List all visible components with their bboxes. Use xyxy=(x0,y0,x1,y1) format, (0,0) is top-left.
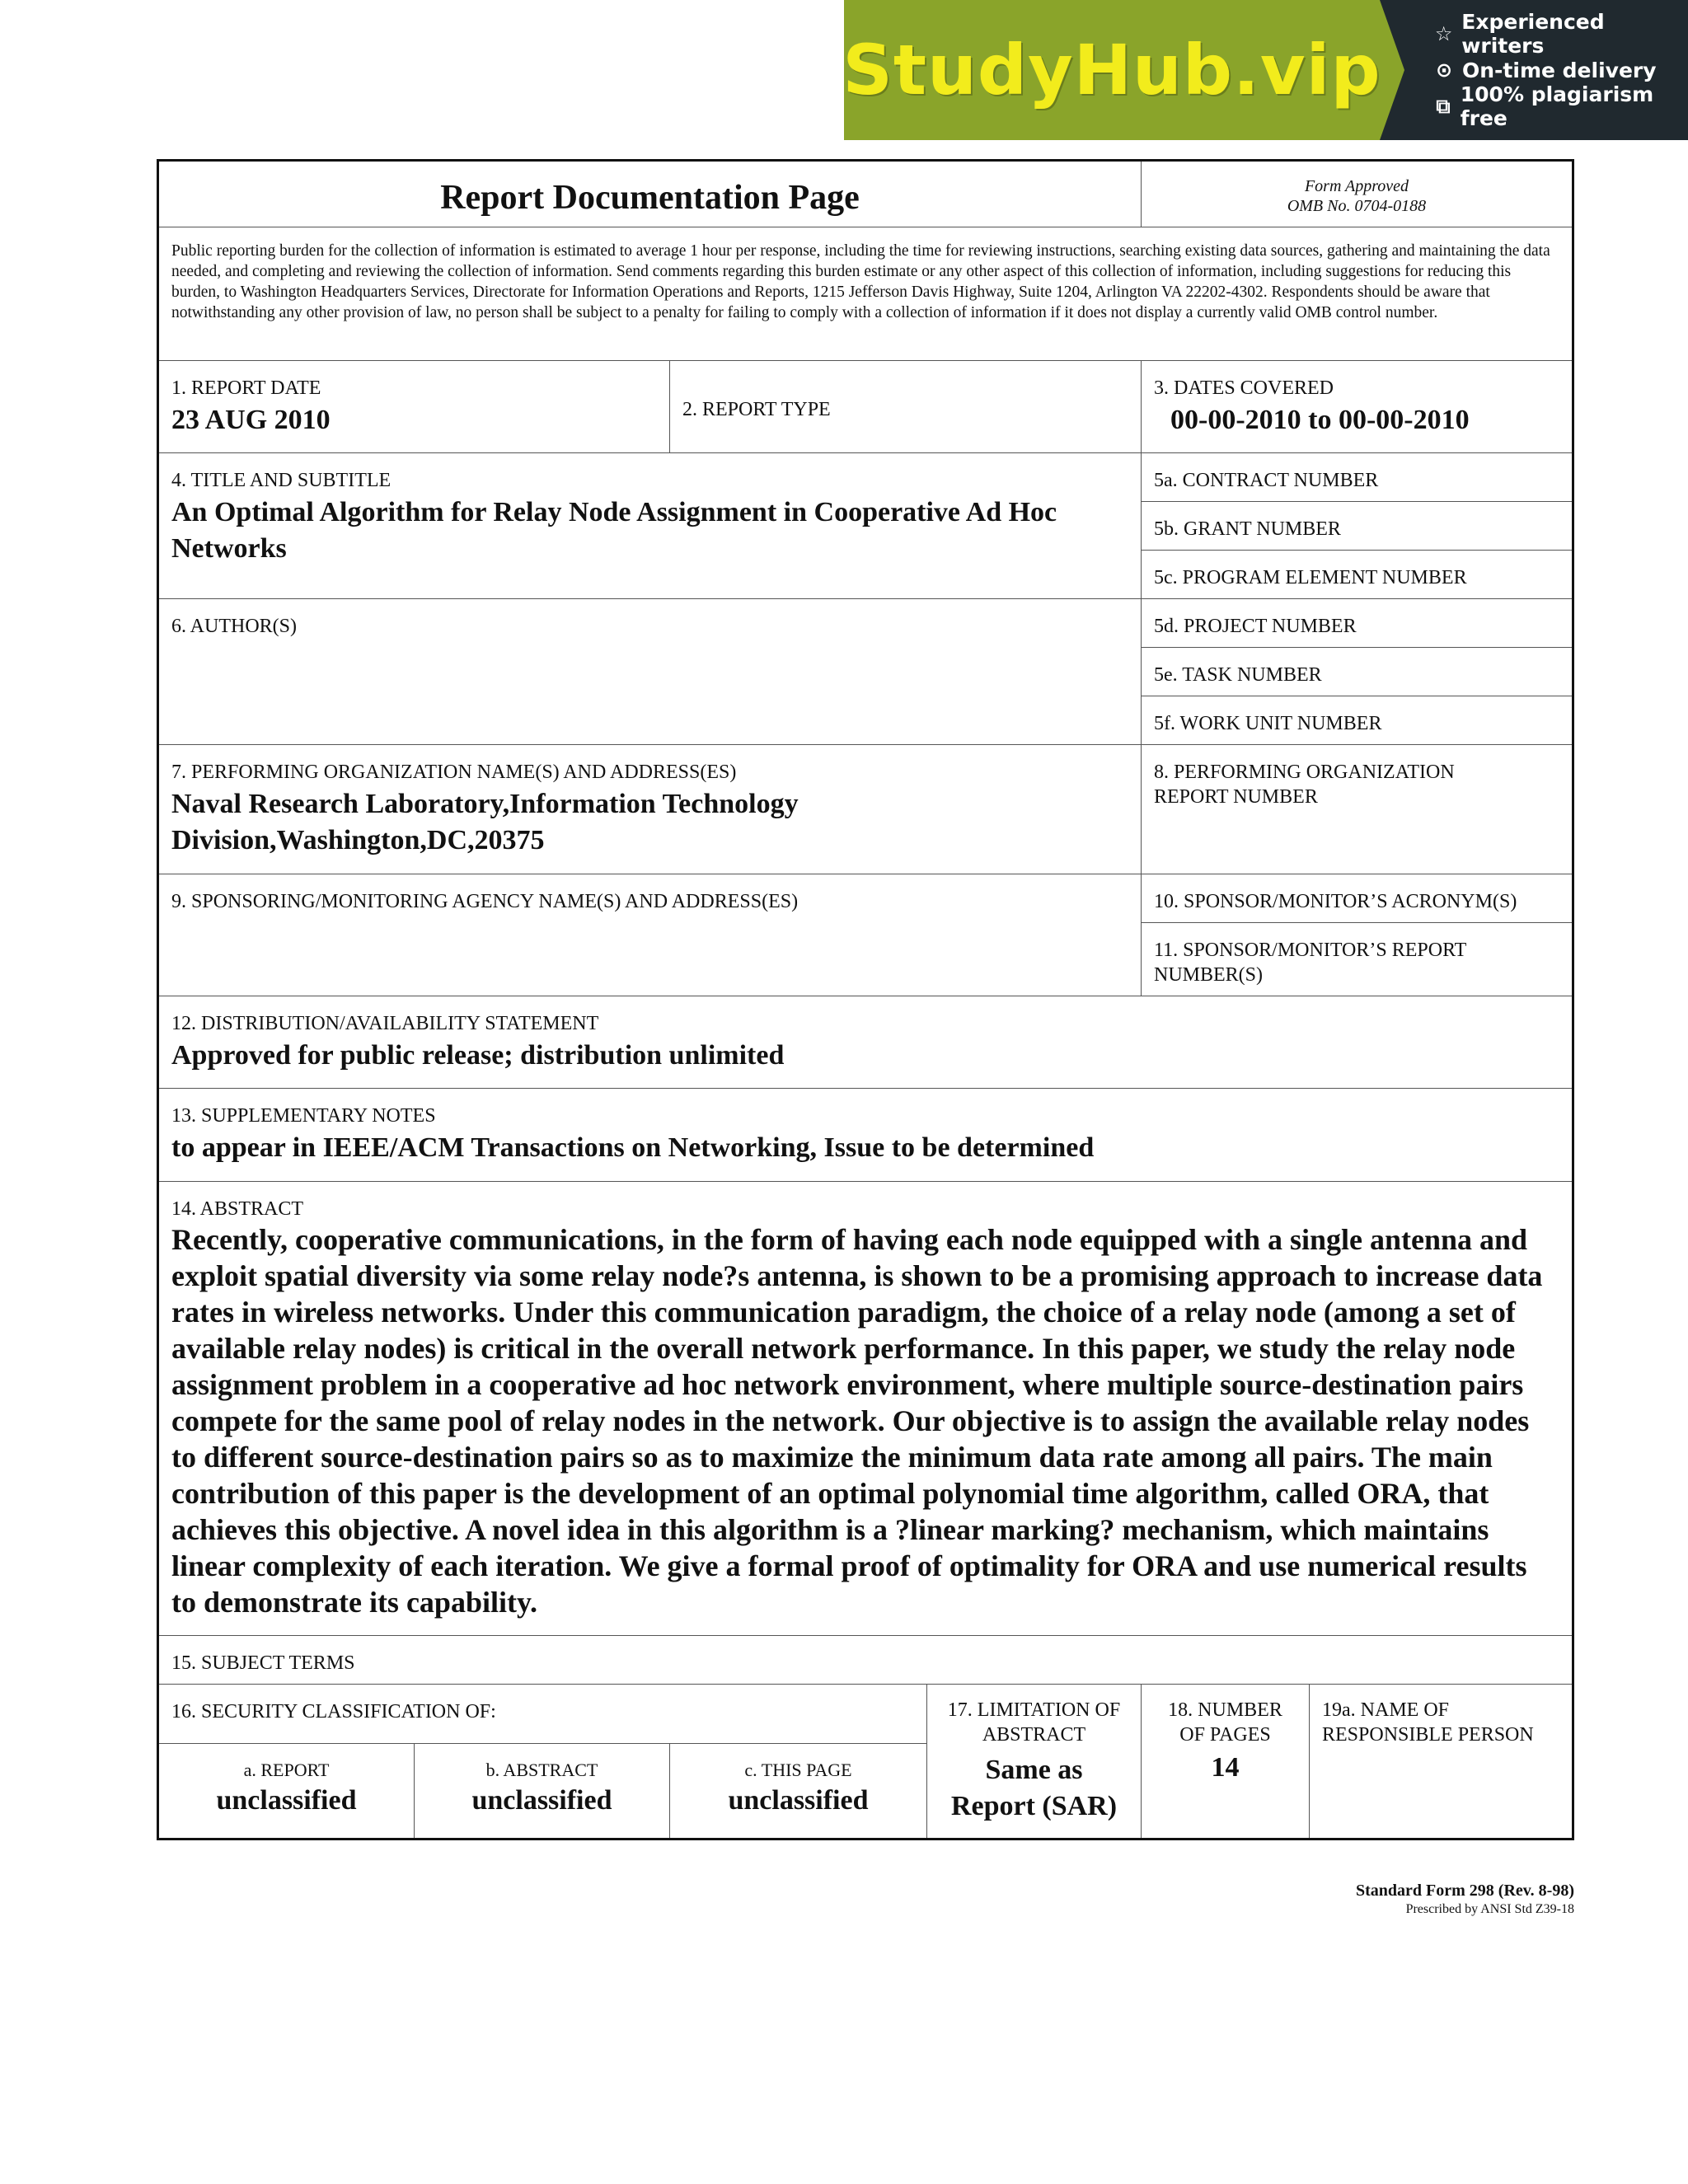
security-abstract-label: b. ABSTRACT xyxy=(485,1760,598,1780)
security-abstract-cell xyxy=(415,1744,670,1838)
omb-number: OMB No. 0704-0188 xyxy=(1287,197,1427,215)
dates-covered-cell xyxy=(1142,361,1572,453)
report-date-label: 1. REPORT DATE xyxy=(171,377,321,399)
security-this-page-value: unclassified xyxy=(728,1785,869,1816)
subject-terms-label: 15. SUBJECT TERMS xyxy=(171,1652,355,1674)
project-number-label: 5d. PROJECT NUMBER xyxy=(1154,616,1357,637)
security-classification-cell xyxy=(159,1685,927,1744)
distribution-label: 12. DISTRIBUTION/AVAILABILITY STATEMENT xyxy=(171,1013,599,1034)
banner-feature-text: Experienced writers xyxy=(1461,10,1605,58)
banner-feature xyxy=(1432,54,1688,86)
form-approved-cell xyxy=(1142,162,1572,227)
burden-statement-cell xyxy=(159,227,1572,361)
security-this-page-label: c. THIS PAGE xyxy=(744,1760,852,1780)
responsible-person-label: 19a. NAME OF RESPONSIBLE PERSON xyxy=(1322,1699,1534,1746)
grant-number-cell xyxy=(1142,502,1572,551)
authors-cell xyxy=(159,599,1142,745)
task-number-cell xyxy=(1142,648,1572,696)
pages-label: 18. NUMBER OF PAGES xyxy=(1168,1699,1282,1746)
clock-icon: ⊙ xyxy=(1435,59,1453,82)
responsible-person-cell xyxy=(1310,1685,1572,1838)
dates-covered-value: 00-00-2010 to 00-00-2010 xyxy=(1170,405,1470,435)
report-type-label: 2. REPORT TYPE xyxy=(682,399,831,420)
banner-feature xyxy=(1432,82,1688,130)
distribution-cell xyxy=(159,996,1572,1089)
performing-org-label: 7. PERFORMING ORGANIZATION NAME(S) AND ADDRESS(ES) xyxy=(171,762,737,783)
task-number-label: 5e. TASK NUMBER xyxy=(1154,664,1322,686)
form-title-cell xyxy=(159,162,1142,227)
supplementary-value: to appear in IEEE/ACM Transactions on Networking, Issue to be determined xyxy=(171,1132,1095,1163)
star-icon: ☆ xyxy=(1434,22,1453,45)
security-abstract-value: unclassified xyxy=(471,1785,612,1816)
form-approved-label: Form Approved xyxy=(1304,177,1409,195)
banner-feature xyxy=(1432,10,1688,58)
subject-terms-cell xyxy=(159,1636,1572,1685)
banner-logo-area[interactable] xyxy=(844,0,1380,140)
supplementary-cell xyxy=(159,1089,1572,1182)
title-value: An Optimal Algorithm for Relay Node Assignment in Cooperative Ad Hoc Networks xyxy=(171,497,1057,564)
banner-feature-text: 100% plagiarism free xyxy=(1460,82,1654,130)
performing-report-label: 8. PERFORMING ORGANIZATION REPORT NUMBER xyxy=(1154,762,1455,808)
performing-report-cell xyxy=(1142,745,1572,874)
title-label: 4. TITLE AND SUBTITLE xyxy=(171,470,392,491)
work-unit-cell xyxy=(1142,696,1572,745)
limitation-label: 17. LIMITATION OF ABSTRACT xyxy=(947,1699,1121,1746)
report-type-cell xyxy=(670,361,1142,453)
security-classification-label: 16. SECURITY CLASSIFICATION OF: xyxy=(171,1701,496,1722)
program-element-cell xyxy=(1142,551,1572,599)
contract-number-label: 5a. CONTRACT NUMBER xyxy=(1154,470,1379,491)
limitation-value: Same as Report (SAR) xyxy=(950,1755,1118,1821)
copy-icon: ⧉ xyxy=(1436,95,1451,118)
sponsoring-agency-cell xyxy=(159,874,1142,996)
form-title: Report Documentation Page xyxy=(440,179,860,217)
program-element-label: 5c. PROGRAM ELEMENT NUMBER xyxy=(1154,567,1467,588)
security-report-cell xyxy=(159,1744,415,1838)
dates-covered-label: 3. DATES COVERED xyxy=(1154,377,1334,399)
sponsor-report-label: 11. SPONSOR/MONITOR’S REPORT NUMBER(S) xyxy=(1154,940,1466,986)
security-report-label: a. REPORT xyxy=(243,1760,330,1780)
standard-form-label: Standard Form 298 (Rev. 8-98) xyxy=(1356,1882,1574,1900)
sponsor-acronym-cell xyxy=(1142,874,1572,923)
report-date-value: 23 AUG 2010 xyxy=(171,405,331,435)
limitation-cell xyxy=(927,1685,1142,1838)
security-report-value: unclassified xyxy=(216,1785,357,1816)
banner-feature-text: On-time delivery xyxy=(1462,58,1657,82)
promo-banner[interactable] xyxy=(844,0,1688,140)
sponsoring-agency-label: 9. SPONSORING/MONITORING AGENCY NAME(S) AND ADDRESS(ES) xyxy=(171,891,799,912)
grant-number-label: 5b. GRANT NUMBER xyxy=(1154,518,1341,540)
supplementary-label: 13. SUPPLEMENTARY NOTES xyxy=(171,1105,436,1127)
prescribed-by-label: Prescribed by ANSI Std Z39-18 xyxy=(1405,1902,1574,1916)
performing-org-value: Naval Research Laboratory,Information Technology Division,Washington,DC,20375 xyxy=(171,789,799,855)
abstract-text: Recently, cooperative communications, in the form of having each node equipped with a single antenna and exploit spatial diversity via some relay node?s antenna, is shown to be a promising approach to increase data rates in wireless networks. Under this communication paradigm, the choice of a relay node (among a set of available relay nodes) is critical in the overall network performance. In this paper, we study the relay node assignment problem in a cooperative ad hoc network environment, where multiple source-destination pairs compete for the same pool of relay nodes in the network. Our objective is to assign the available relay nodes to different source-destination pairs so as to maximize the minimum data rate among all pairs. The main contribution of this paper is the development of an optimal polynomial time algorithm, called ORA, that achieves this objective. A novel idea in this algorithm is a ?linear marking? mechanism, which maintains linear complexity of each iteration. We give a formal proof of optimality for ORA and use numerical results to demonstrate its capability. xyxy=(171,1223,1543,1619)
burden-statement: Public reporting burden for the collection of information is estimated to average 1 hour per response, including the time for reviewing instructions, searching existing data sources, gathering and maintaining the data needed, and completing and reviewing the collection of information. Send comments regarding this burden estimate or any other aspect of this collection of information, including suggestions for reducing this burden, to Washington Headquarters Services, Directorate for Information Operations and Reports, 1215 Jefferson Davis Highway, Suite 1204, Arlington VA 22202-4302. Respondents should be aware that notwithstanding any other provision of law, no person shall be subject to a penalty for failing to comply with a collection of information if it does not display a currently valid OMB control number. xyxy=(171,242,1550,321)
distribution-value: Approved for public release; distribution unlimited xyxy=(171,1040,785,1071)
project-number-cell xyxy=(1142,599,1572,648)
banner-logo[interactable]: StudyHub.vip xyxy=(842,30,1381,110)
work-unit-label: 5f. WORK UNIT NUMBER xyxy=(1154,713,1382,734)
sponsor-report-cell xyxy=(1142,923,1572,996)
banner-features xyxy=(1380,0,1688,140)
abstract-cell xyxy=(159,1182,1572,1636)
report-date-cell xyxy=(159,361,670,453)
contract-number-cell xyxy=(1142,453,1572,502)
authors-label: 6. AUTHOR(S) xyxy=(171,616,298,637)
title-cell xyxy=(159,453,1142,599)
performing-org-cell xyxy=(159,745,1142,874)
pages-cell xyxy=(1142,1685,1310,1838)
pages-value: 14 xyxy=(1211,1752,1240,1783)
abstract-label: 14. ABSTRACT xyxy=(171,1198,304,1220)
report-documentation-form xyxy=(157,159,1574,1840)
security-this-page-cell xyxy=(670,1744,927,1838)
sponsor-acronym-label: 10. SPONSOR/MONITOR’S ACRONYM(S) xyxy=(1154,891,1517,912)
